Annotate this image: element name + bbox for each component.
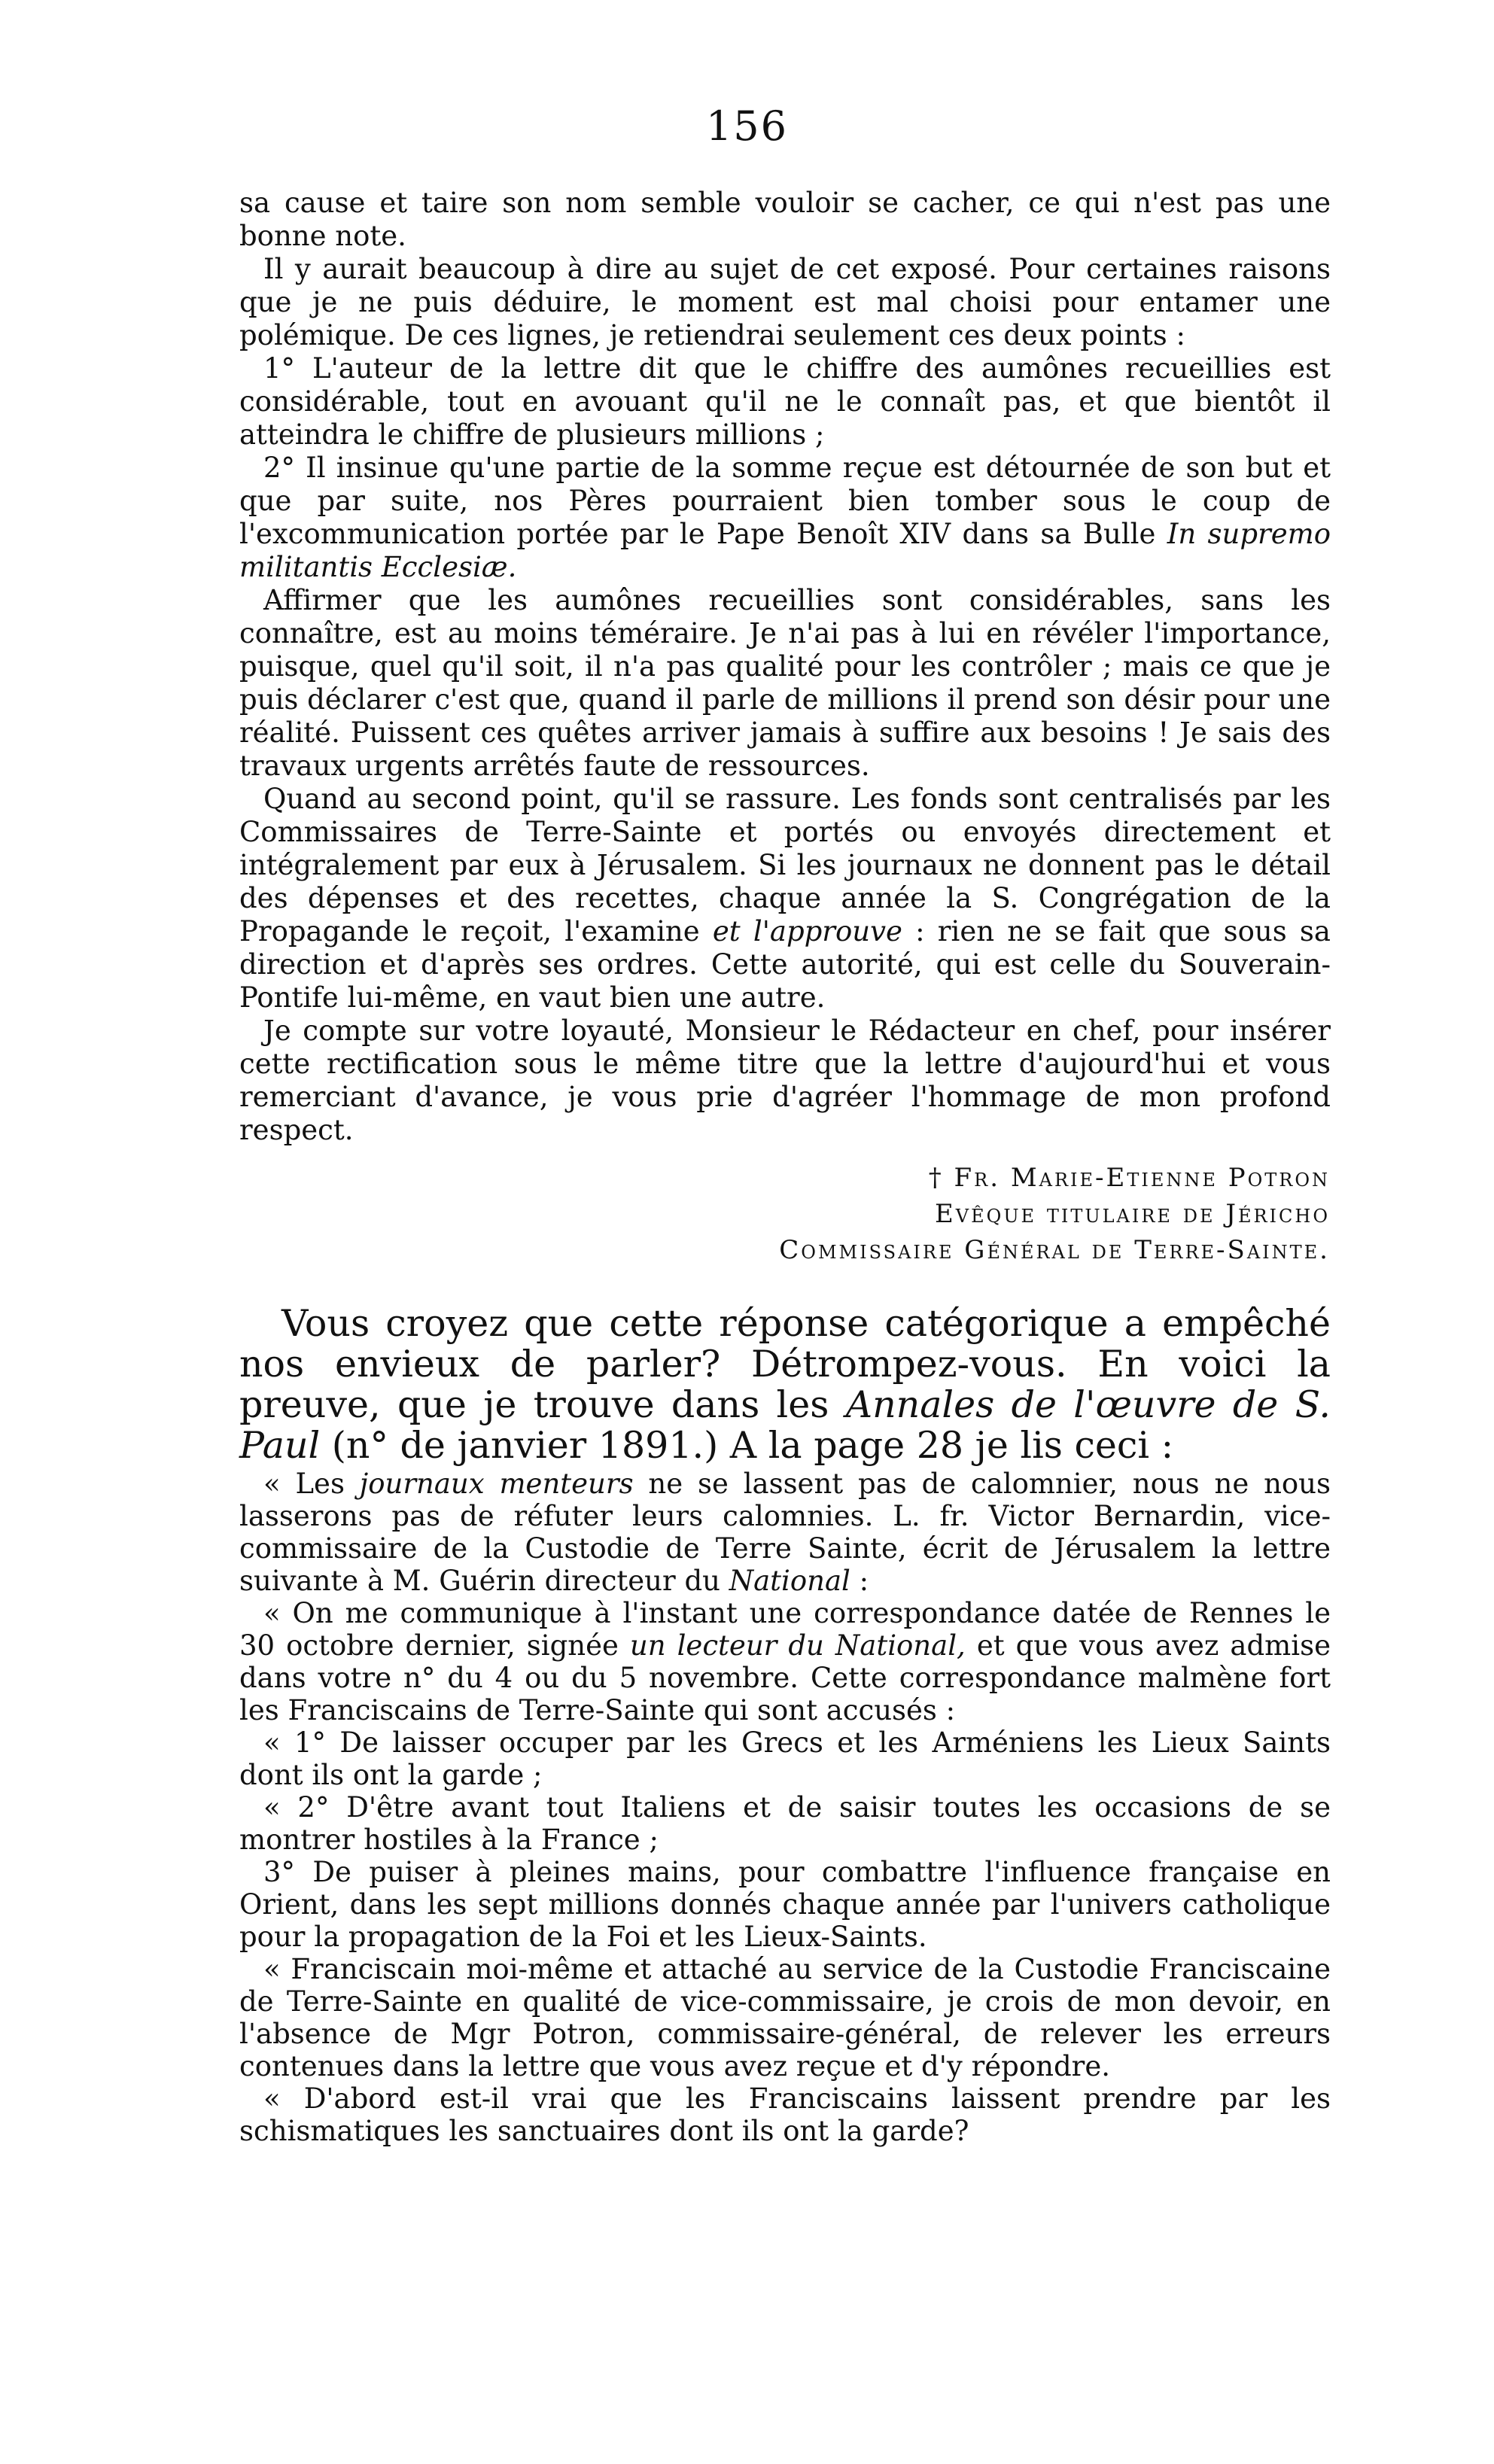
quote-paragraph-7: « D'abord est-il vrai que les Franciscains laissent prendre par les schismatiques les sanctuaires dont ils ont la garde? bbox=[239, 2082, 1331, 2147]
letter-paragraph-1: sa cause et taire son nom semble vouloir se cacher, ce qui n'est pas une bonne note. bbox=[239, 187, 1331, 252]
quote-paragraph-2 bbox=[239, 1597, 1331, 1726]
quote-1-b: journaux menteurs bbox=[359, 1468, 634, 1500]
letter-paragraph-4-text: 2° Il insinue qu'une partie de la somme reçue est détournée de son but et que par suite, nos Pères pourraient bien tomber sous le coup de l'excommunication portée par le Pape Benoît XIV dans sa Bulle bbox=[239, 452, 1331, 550]
letter-paragraph-4 bbox=[239, 452, 1331, 584]
quoted-article bbox=[239, 1468, 1331, 2147]
bull-title: In supremo militantis Ecclesiæ. bbox=[239, 518, 1331, 583]
quote-1-c: ne se lassent pas de calomnier, nous ne nous lasserons pas de réfuter leurs calomnies. L. fr. Victor Bernardin, vice-commissaire de la Custodie de Terre Sainte, écrit de Jérusalem la lettre suivante à M. Guérin directeur du bbox=[239, 1468, 1331, 1597]
letter-paragraph-7: Je compte sur votre loyauté, Monsieur le Rédacteur en chef, pour insérer cette rectification sous le même titre que la lettre d'aujourd'hui et vous remerciant d'avance, je vous prie d'agréer l'hommage de mon profond respect. bbox=[239, 1014, 1331, 1146]
letter-paragraph-6-text-a: Quand au second point, qu'il se rassure. Les fonds sont centralisés par les Commissaires de Terre-Sainte et portés ou envoyés directement et intégralement par eux à Jérusalem. Si les journaux ne donnent pas le détail des dépenses et des recettes, chaque année la S. Congrégation de la Propagande le reçoit, l'examine bbox=[239, 783, 1331, 948]
letter-paragraph-6 bbox=[239, 783, 1331, 1014]
signature-office: Commissaire Général de Terre-Sainte. bbox=[779, 1235, 1330, 1265]
commentary bbox=[239, 1303, 1331, 1466]
commentary-paragraph bbox=[239, 1303, 1331, 1466]
quote-1-e: : bbox=[850, 1565, 869, 1597]
commentary-text-c: (n° de janvier 1891.) A la page 28 je lis ceci : bbox=[320, 1424, 1174, 1467]
quote-1-a: « Les bbox=[263, 1468, 360, 1500]
approval-phrase: et l'approuve bbox=[712, 915, 902, 948]
quote-2-a: « On me communique à l'instant une correspondance datée de Rennes le 30 octobre dernier, signée bbox=[239, 1597, 1331, 1662]
quote-2-b: un lecteur du National, bbox=[629, 1629, 966, 1662]
quote-paragraph-6: « Franciscain moi-même et attaché au service de la Custodie Franciscaine de Terre-Sainte en qualité de vice-commissaire, je crois de mon devoir, en l'absence de Mgr Potron, commissaire-général, de relever les erreurs contenues dans la lettre que vous avez reçue et d'y répondre. bbox=[239, 1953, 1331, 2082]
quote-paragraph-3: « 1° De laisser occuper par les Grecs et les Arméniens les Lieux Saints dont ils ont la garde ; bbox=[239, 1726, 1331, 1791]
quote-paragraph-4: « 2° D'être avant tout Italiens et de saisir toutes les occasions de se montrer hostiles à la France ; bbox=[239, 1791, 1331, 1856]
letter-text bbox=[239, 187, 1331, 1147]
quote-paragraph-5: 3° De puiser à pleines mains, pour combattre l'influence française en Orient, dans les sept millions donnés chaque année par l'univers catholique pour la propagation de la Foi et les Lieux-Saints. bbox=[239, 1856, 1331, 1953]
quote-paragraph-1 bbox=[239, 1468, 1331, 1597]
letter-paragraph-3: 1° L'auteur de la lettre dit que le chiffre des aumônes recueillies est considérable, tout en avouant qu'il ne le connaît pas, et que bientôt il atteindra le chiffre de plusieurs millions ; bbox=[239, 352, 1331, 451]
page-number: 156 bbox=[705, 102, 789, 150]
quote-1-d: National bbox=[729, 1565, 850, 1597]
quote-2-c: et que vous avez admise dans votre n° du 4 ou du 5 novembre. Cette correspondance malmène fort les Franciscains de Terre-Sainte qui sont accusés : bbox=[239, 1629, 1331, 1726]
signature-name: † Fr. Marie-Etienne Potron bbox=[928, 1163, 1330, 1193]
annales-title: Annales de l'œuvre de S. Paul bbox=[239, 1383, 1331, 1467]
letter-paragraph-2: Il y aurait beaucoup à dire au sujet de cet exposé. Pour certaines raisons que je ne puis déduire, le moment est mal choisi pour entamer une polémique. De ces lignes, je retiendrai seulement ces deux points : bbox=[239, 253, 1331, 351]
letter-paragraph-5: Affirmer que les aumônes recueillies sont considérables, sans les connaître, est au moins téméraire. Je n'ai pas à lui en révéler l'importance, puisque, quel qu'il soit, il n'a pas qualité pour les contrôler ; mais ce que je puis déclarer c'est que, quand il parle de millions il prend son désir pour une réalité. Puissent ces quêtes arriver jamais à suffire aux besoins ! Je sais des travaux urgents arrêtés faute de ressources. bbox=[239, 584, 1331, 782]
letter-paragraph-6-text-c: : rien ne se fait que sous sa direction et d'après ses ordres. Cette autorité, qui est celle du Souverain-Pontife lui-même, en vaut bien une autre. bbox=[239, 915, 1331, 1014]
signature-title: Evêque titulaire de Jéricho bbox=[934, 1199, 1330, 1229]
commentary-text-a: Vous croyez que cette réponse catégorique a empêché nos envieux de parler? Détrompez-vous. En voici la preuve, que je trouve dans les bbox=[239, 1302, 1331, 1426]
